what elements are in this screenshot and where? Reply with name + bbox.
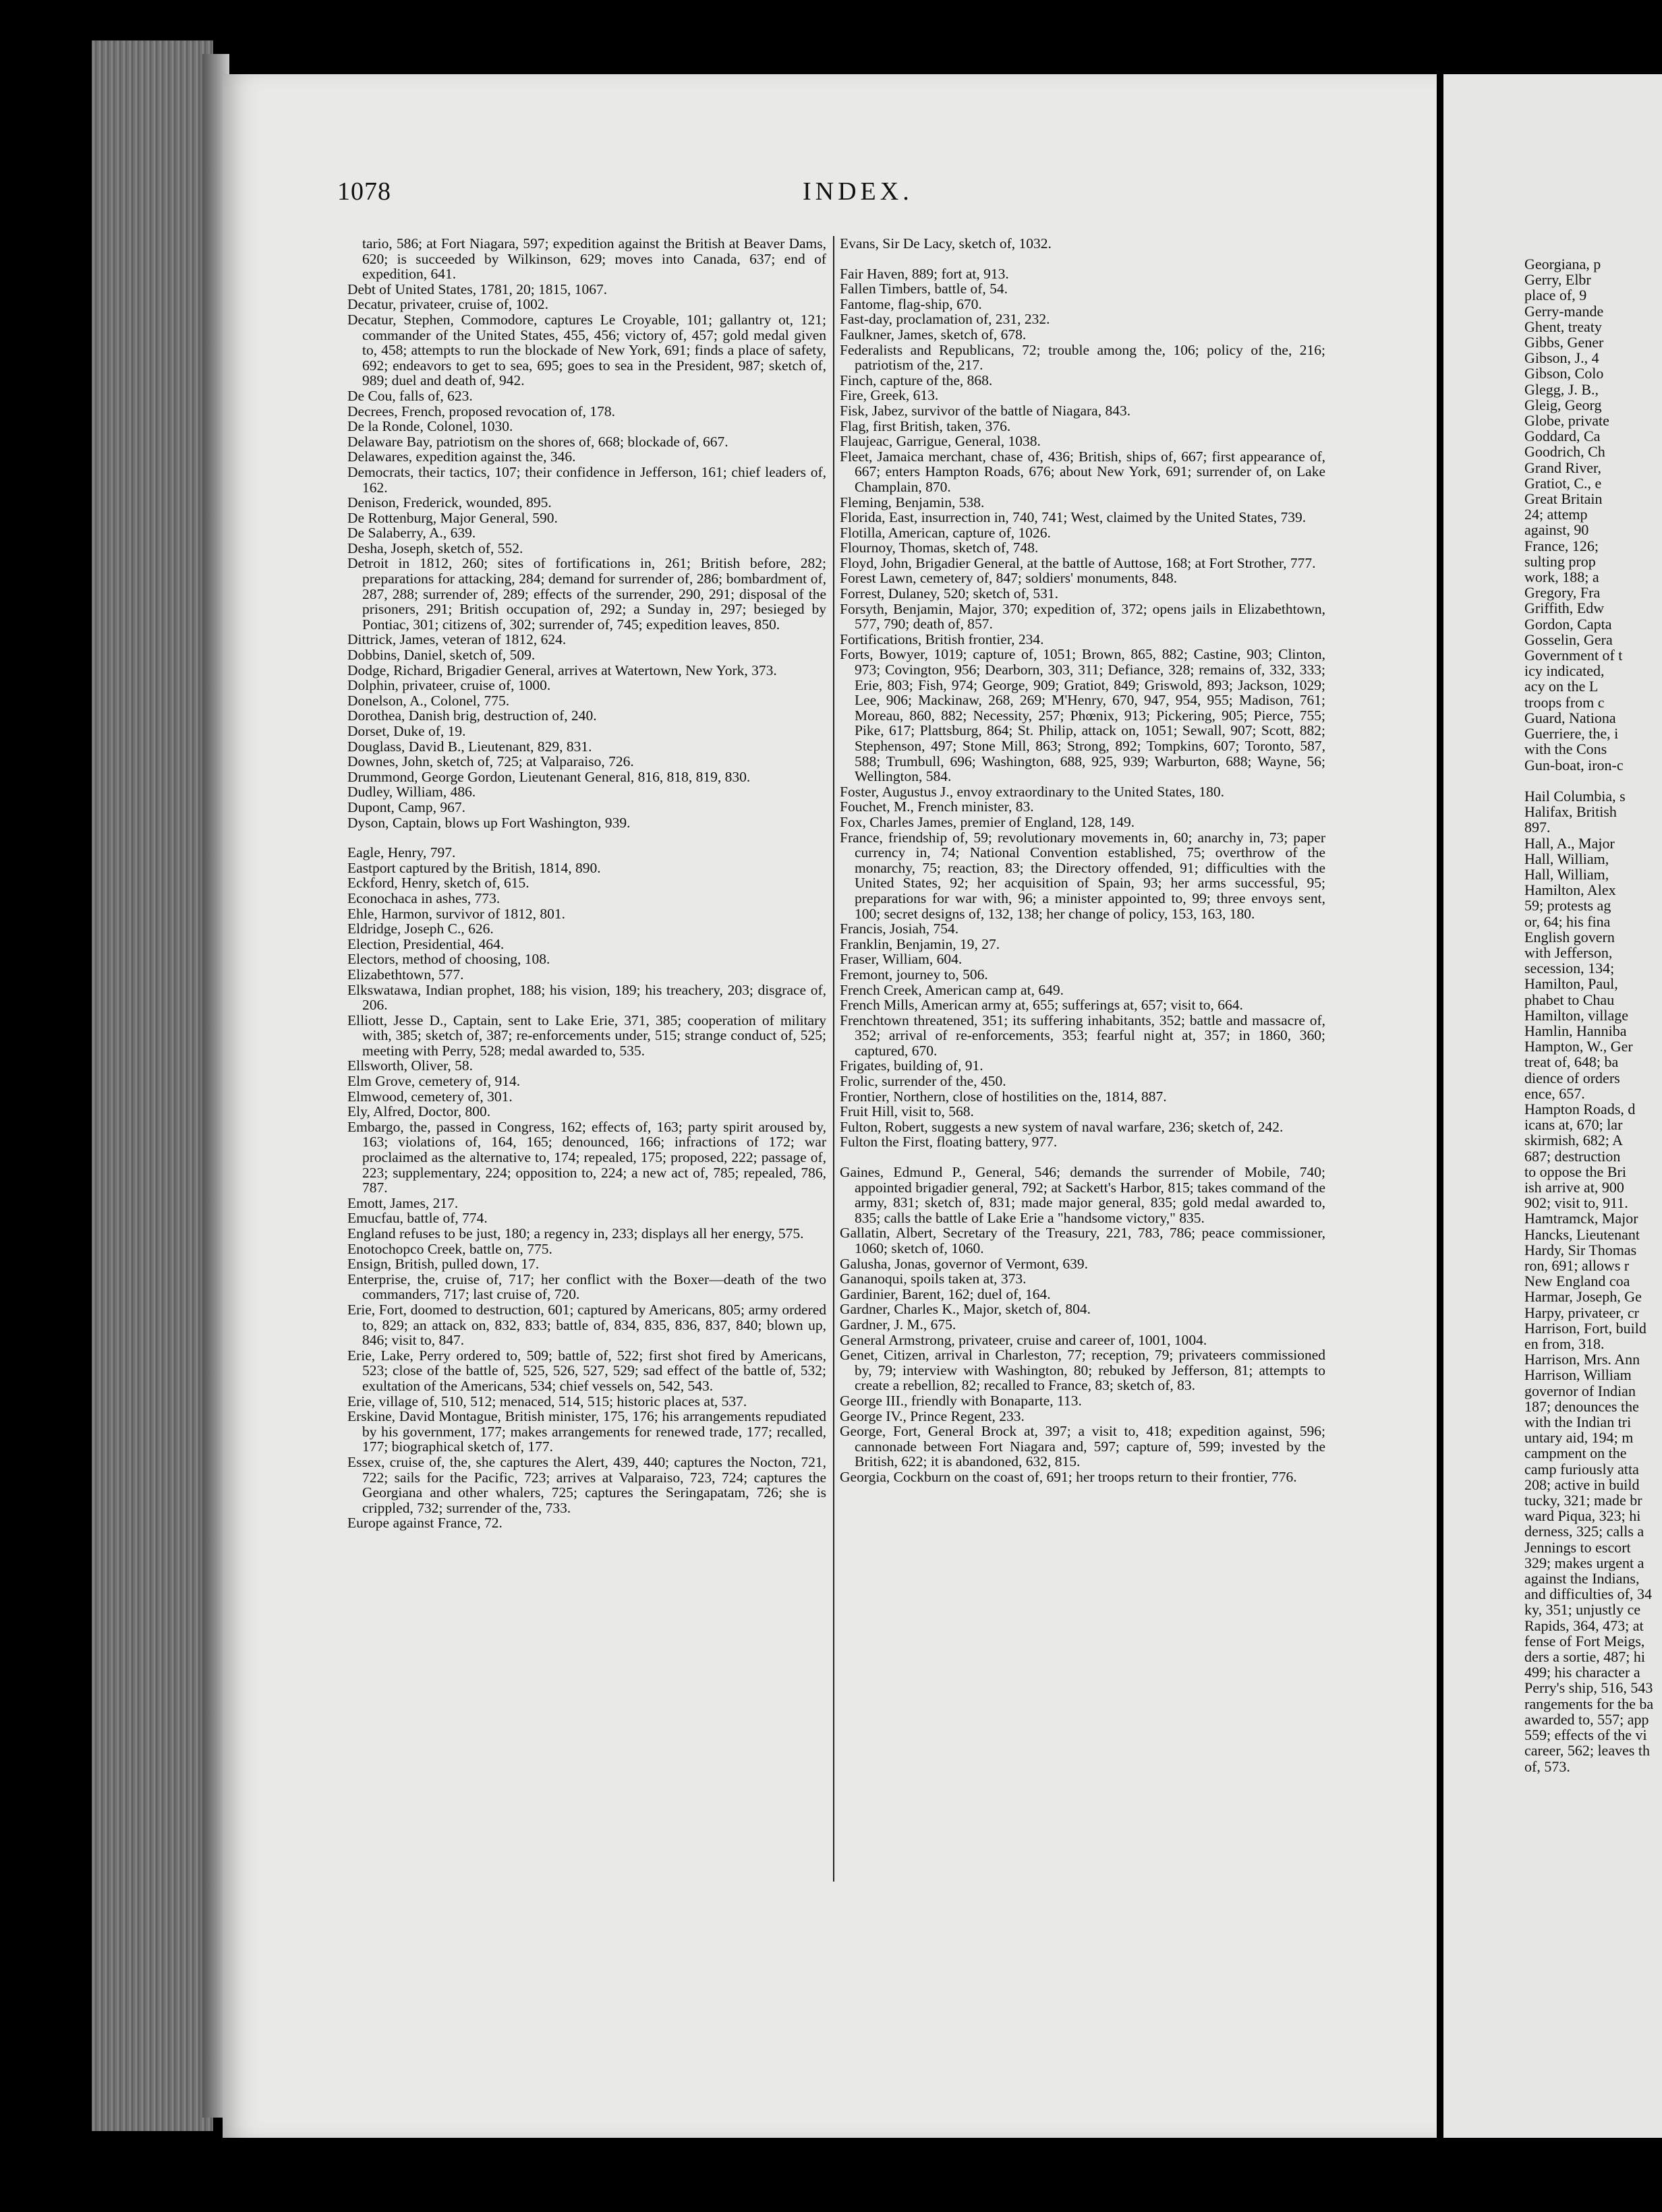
index-entry: Genet, Citizen, arrival in Charleston, 77; reception, 79; privateers commissioned by, 79; interview with Washington, 80; rebuked by Jefferson, 81; attempts to create a rebellion, 82; recalled to France, 83; sketch of, 83.: [840, 1347, 1325, 1394]
right-page-line: Harpy, privateer, cr: [1524, 1304, 1639, 1321]
right-page-line: Ghent, treaty: [1524, 318, 1602, 335]
right-page-line: Goodrich, Ch: [1524, 443, 1605, 461]
index-entry: Evans, Sir De Lacy, sketch of, 1032.: [840, 235, 1052, 252]
section-gap: [347, 830, 826, 845]
index-entry: Gardinier, Barent, 162; duel of, 164.: [840, 1285, 1051, 1302]
right-page-line: Hall, A., Major: [1524, 834, 1615, 852]
index-entry: De la Ronde, Colonel, 1030.: [347, 418, 513, 435]
right-page-line: Great Britain: [1524, 490, 1603, 508]
index-entry: Fruit Hill, visit to, 568.: [840, 1103, 974, 1120]
index-entry: Erskine, David Montague, British minister, 175, 176; his arrangements repudiated by his government, 177; makes arrangements for renewed trade, 177; recalled, 177; biographical sketch of, 177.: [347, 1408, 826, 1455]
right-page-line: with the Cons: [1524, 740, 1607, 758]
index-entry: Europe against France, 72.: [347, 1515, 503, 1532]
index-entry: Gaines, Edmund P., General, 546; demands the surrender of Mobile, 740; appointed brigadier general, 792; at Sackett's Harbor, 815; takes command of the army, 831; sketch of, 831; made major general, 835; gold medal awarded to, 835; calls the battle of Lake Erie a "handsome victory," 835.: [840, 1164, 1325, 1226]
index-entry: French Creek, American camp at, 649.: [840, 981, 1064, 998]
index-entry: Dorset, Duke of, 19.: [347, 723, 466, 739]
index-entry: Fleming, Benjamin, 538.: [840, 494, 985, 511]
right-page-line: ward Piqua, 323; hi: [1524, 1507, 1641, 1525]
page-header: [337, 177, 1416, 210]
column-divider: [833, 236, 834, 1882]
index-entry: Gardner, J. M., 675.: [840, 1316, 956, 1333]
right-page-line: ence, 657.: [1524, 1084, 1585, 1102]
index-entry: Embargo, the, passed in Congress, 162; effects of, 163; party spirit aroused by, 163; violations of, 164, 165; denounced, 166; infractions of 172; war proclaimed as the alternative to, 174; repealed, 175; proposed, 222; passage of, 223; supplementary, 224; opposition to, 224; a new act of, 785; repealed, 786, 787.: [347, 1118, 826, 1196]
index-entry: Erie, Fort, doomed to destruction, 601; captured by Americans, 805; army ordered to, 829; an attack on, 832, 833; battle of, 834, 835, 836, 837, 840; blown up, 846; visit to, 847.: [347, 1301, 826, 1349]
right-page-line: Hamtramck, Major: [1524, 1210, 1638, 1227]
right-page-line: Government of t: [1524, 647, 1623, 664]
right-page-line: treat of, 648; ba: [1524, 1053, 1619, 1071]
right-page-line: rangements for the ba: [1524, 1695, 1654, 1712]
index-entry: Delaware Bay, patriotism on the shores of, 668; blockade of, 667.: [347, 433, 728, 450]
right-page-line: icy indicated,: [1524, 662, 1605, 680]
index-entry: Donelson, A., Colonel, 775.: [347, 692, 510, 709]
index-entry: Denison, Frederick, wounded, 895.: [347, 494, 552, 511]
index-entry: Dorothea, Danish brig, destruction of, 240.: [347, 707, 597, 724]
right-page-line: troops from c: [1524, 693, 1605, 711]
right-page: [1443, 74, 1662, 2138]
index-entry: Elm Grove, cemetery of, 914.: [347, 1073, 521, 1090]
index-entry: Frenchtown threatened, 351; its suffering inhabitants, 352; battle and massacre of, 352; arrival of re-enforcements, 353; fearful night at, 357; in 1860, 360; captured, 670.: [840, 1012, 1325, 1059]
right-page-line: Gordon, Capta: [1524, 615, 1612, 633]
index-entry: Fulton the First, floating battery, 977.: [840, 1134, 1058, 1151]
right-page-line: acy on the L: [1524, 678, 1599, 695]
index-entry: Fremont, journey to, 506.: [840, 966, 988, 983]
index-entry: Detroit in 1812, 260; sites of fortifications in, 261; British before, 282; preparations for attacking, 284; demand for surrender of, 286; bombardment of, 287, 288; surrender of, 289; effects of the surrender, 290, 291; disposal of the prisoners, 291; British occupation of, 292; a Sunday in, 297; besieged by Pontiac, 301; citizens of, 302; surrender of, 745; expedition leaves, 850.: [347, 555, 826, 633]
index-entry: Decatur, Stephen, Commodore, captures Le Croyable, 101; gallantry ot, 121; commander of the United States, 455, 456; victory of, 457; gold medal given to, 458; attempts to run the blockade of New York, 691; finds a place of safety, 692; endeavors to get to sea, 695; goes to sea in the President, 987; sketch of, 989; duel and death of, 942.: [347, 311, 826, 389]
index-entry: Gardner, Charles K., Major, sketch of, 804.: [840, 1301, 1091, 1318]
right-page-line: with Jefferson,: [1524, 943, 1613, 961]
running-title: INDEX.: [803, 177, 913, 206]
right-page-line: or, 64; his fina: [1524, 912, 1611, 930]
index-entry: Flotilla, American, capture of, 1026.: [840, 524, 1051, 541]
index-entry: De Cou, falls of, 623.: [347, 387, 473, 404]
right-page-line: fense of Fort Meigs,: [1524, 1632, 1645, 1650]
index-entry: Flag, first British, taken, 376.: [840, 417, 1011, 434]
index-entry: Dobbins, Daniel, sketch of, 509.: [347, 647, 536, 664]
index-entry: Flaujeac, Garrigue, General, 1038.: [840, 433, 1041, 450]
index-entry: Dupont, Camp, 967.: [347, 798, 465, 815]
index-entry: Elmwood, cemetery of, 301.: [347, 1088, 513, 1105]
right-page-line: ron, 691; allows r: [1524, 1257, 1630, 1274]
index-entry: Ely, Alfred, Doctor, 800.: [347, 1103, 491, 1120]
right-page-line: Gregory, Fra: [1524, 584, 1601, 602]
right-page-line: career, 562; leaves th: [1524, 1742, 1651, 1759]
index-entry: Galusha, Jonas, governor of Vermont, 639.: [840, 1255, 1089, 1272]
right-page-line: 59; protests ag: [1524, 897, 1611, 914]
right-page-line: Gerry-mande: [1524, 302, 1604, 320]
right-page-line: campment on the: [1524, 1445, 1627, 1462]
index-entry: Frigates, building of, 91.: [840, 1057, 983, 1074]
right-page-line: France, 126;: [1524, 537, 1599, 554]
index-entry: Debt of United States, 1781, 20; 1815, 1067.: [347, 281, 608, 297]
index-entry: England refuses to be just, 180; a regency in, 233; displays all her energy, 575.: [347, 1225, 804, 1242]
index-entry: Ensign, British, pulled down, 17.: [347, 1256, 540, 1273]
right-page-line: Hampton, W., Ger: [1524, 1038, 1633, 1055]
right-page-line: 897.: [1524, 819, 1551, 836]
index-entry: Gallatin, Albert, Secretary of the Treasury, 221, 783, 786; peace commissioner, 1060; sketch of, 1060.: [840, 1225, 1325, 1256]
index-entry: Fox, Charles James, premier of England, 128, 149.: [840, 813, 1135, 830]
right-page-column: [1524, 256, 1662, 1774]
index-entry: Elkswatawa, Indian prophet, 188; his vision, 189; his treachery, 203; disgrace of, 206.: [347, 981, 826, 1014]
index-entry: Downes, John, sketch of, 725; at Valparaiso, 726.: [347, 753, 634, 770]
index-entry: France, friendship of, 59; revolutionary movements in, 60; anarchy in, 73; paper currency in, 74; National Convention established, 75; overthrow of the monarchy, 75; reaction, 83; the Directory offended, 91; difficulties with the United States, 92; her acquisition of Spain, 93; her arms successful, 95; preparations for war with, 96; a minister appointed to, 99; three envoys sent, 100; secret designs of, 132, 138; her change of policy, 153, 163, 180.: [840, 829, 1325, 922]
index-entry: Fantome, flag-ship, 670.: [840, 295, 982, 312]
index-entry: Fire, Greek, 613.: [840, 387, 939, 404]
right-page-line: Gosselin, Gera: [1524, 631, 1613, 648]
right-page-line: New England coa: [1524, 1273, 1630, 1290]
right-page-line: Griffith, Edw: [1524, 600, 1605, 617]
index-entry: Delawares, expedition against the, 346.: [347, 448, 576, 465]
right-page-line: camp furiously atta: [1524, 1460, 1639, 1478]
index-entry: Fisk, Jabez, survivor of the battle of Niagara, 843.: [840, 402, 1131, 419]
right-page-line: dience of orders: [1524, 1069, 1620, 1086]
right-page-line: Gibson, J., 4: [1524, 349, 1599, 367]
right-page-line: Hardy, Sir Thomas: [1524, 1241, 1637, 1258]
index-entry: Faulkner, James, sketch of, 678.: [840, 326, 1027, 343]
right-page-line: awarded to, 557; app: [1524, 1710, 1649, 1728]
right-page-line: Harmar, Joseph, Ge: [1524, 1288, 1642, 1306]
section-gap: [840, 1150, 1325, 1165]
right-page-line: Hail Columbia, s: [1524, 787, 1626, 805]
right-page-line: Georgiana, p: [1524, 256, 1601, 272]
right-page-line: phabet to Chau: [1524, 991, 1615, 1008]
right-page-line: 687; destruction: [1524, 1147, 1621, 1165]
index-entry: Fraser, William, 604.: [840, 951, 963, 968]
index-entry: Econochaca in ashes, 773.: [347, 890, 500, 906]
page-number: 1078: [337, 177, 391, 206]
index-entry: Emucfau, battle of, 774.: [347, 1210, 488, 1227]
right-page-line: Hamlin, Hanniba: [1524, 1022, 1627, 1039]
right-page-line: Perry's ship, 516, 543: [1524, 1679, 1653, 1697]
right-page-line: Guard, Nationa: [1524, 709, 1616, 726]
right-page-line: Gibbs, Gener: [1524, 334, 1604, 351]
index-entry: Flournoy, Thomas, sketch of, 748.: [840, 540, 1039, 556]
index-entry: Erie, village of, 510, 512; menaced, 514, 515; historic places at, 537.: [347, 1393, 747, 1409]
right-page-line: place of, 9: [1524, 287, 1587, 304]
index-entry: tario, 586; at Fort Niagara, 597; expedition against the British at Beaver Dams, 620; is succeeded by Wilkinson, 629; moves into Canada, 637; end of expedition, 641.: [362, 235, 826, 283]
index-entry: Ehle, Harmon, survivor of 1812, 801.: [347, 905, 566, 922]
right-page-line: Hall, William,: [1524, 850, 1609, 867]
right-page-line: ky, 351; unjustly ce: [1524, 1601, 1641, 1619]
right-page-line: Gun-boat, iron-c: [1524, 756, 1624, 774]
right-page-line: derness, 325; calls a: [1524, 1523, 1644, 1540]
right-page-line: of, 573.: [1524, 1757, 1570, 1775]
right-page-line: Jennings to escort: [1524, 1538, 1631, 1556]
right-page-line: to oppose the Bri: [1524, 1163, 1626, 1180]
right-page-line: secession, 134;: [1524, 960, 1615, 977]
index-entry: Elizabethtown, 577.: [347, 966, 464, 983]
index-entry: Finch, capture of the, 868.: [840, 372, 993, 388]
index-entry: Election, Presidential, 464.: [347, 935, 505, 952]
right-page-line: 499; his character a: [1524, 1664, 1640, 1681]
index-column-left: [347, 236, 826, 1531]
right-page-line: Goddard, Ca: [1524, 428, 1601, 445]
index-entry: Fouchet, M., French minister, 83.: [840, 798, 1034, 815]
right-page-line: ish arrive at, 900: [1524, 1178, 1624, 1196]
index-entry: French Mills, American army at, 655; sufferings at, 657; visit to, 664.: [840, 997, 1243, 1014]
right-page-line: [1524, 773, 1662, 788]
index-entry: Ellsworth, Oliver, 58.: [347, 1057, 474, 1074]
right-page-line: governor of Indian: [1524, 1382, 1636, 1399]
right-page-line: Harrison, Fort, build: [1524, 1319, 1646, 1337]
right-page-line: Gleig, Georg: [1524, 396, 1602, 413]
index-entry: Decatur, privateer, cruise of, 1002.: [347, 296, 548, 313]
index-entry: Democrats, their tactics, 107; their confidence in Jefferson, 161; chief leaders of, 162.: [347, 463, 826, 496]
index-entry: George, Fort, General Brock at, 397; a visit to, 418; expedition against, 596; cannonade between Fort Niagara and, 597; capture of, 599; invested by the British, 622; it is abandoned, 632, 815.: [840, 1423, 1325, 1470]
right-page-line: icans at, 670; lar: [1524, 1116, 1623, 1134]
right-page-line: en from, 318.: [1524, 1335, 1605, 1353]
right-page-line: Gibson, Colo: [1524, 365, 1604, 382]
index-entry: Dittrick, James, veteran of 1812, 624.: [347, 631, 567, 648]
right-page-line: Globe, private: [1524, 412, 1609, 430]
index-entry: Emott, James, 217.: [347, 1194, 459, 1211]
index-entry: Federalists and Republicans, 72; trouble among the, 106; policy of the, 216; patriotism of the, 217.: [840, 341, 1325, 374]
index-column-right: [840, 236, 1325, 1485]
index-entry: Eastport captured by the British, 1814, 890.: [347, 859, 601, 876]
index-entry: Douglass, David B., Lieutenant, 829, 831.: [347, 738, 592, 755]
index-entry: George IV., Prince Regent, 233.: [840, 1407, 1025, 1424]
index-entry: Fallen Timbers, battle of, 54.: [840, 281, 1008, 297]
right-page-line: Halifax, British: [1524, 803, 1617, 821]
index-entry: Eldridge, Joseph C., 626.: [347, 921, 494, 937]
right-page-line: Glegg, J. B.,: [1524, 380, 1599, 398]
right-page-line: Hamilton, village: [1524, 1006, 1628, 1024]
index-entry: Frontier, Northern, close of hostilities on the, 1814, 887.: [840, 1088, 1167, 1105]
index-entry: Fortifications, British frontier, 234.: [840, 631, 1044, 647]
index-entry: Florida, East, insurrection in, 740, 741; West, claimed by the United States, 739.: [840, 509, 1307, 526]
right-page-line: work, 188; a: [1524, 569, 1599, 586]
index-entry: Electors, method of choosing, 108.: [347, 951, 550, 968]
index-entry: Dyson, Captain, blows up Fort Washington, 939.: [347, 814, 631, 831]
index-entry: Georgia, Cockburn on the coast of, 691; her troops return to their frontier, 776.: [840, 1468, 1297, 1485]
right-page-line: 559; effects of the vi: [1524, 1726, 1647, 1744]
index-entry: Essex, cruise of, the, she captures the Alert, 439, 440; captures the Nocton, 721, 722; sails for the Pacific, 723; arrives at Valparaiso, 723, 724; captures the Georgiana and other whalers, 725; captures the Seringapatam, 726; she is crippled, 732; surrender of the, 733.: [347, 1453, 826, 1516]
index-entry: Forts, Bowyer, 1019; capture of, 1051; Brown, 865, 882; Castine, 903; Clinton, 973; Covington, 956; Dearborn, 303, 311; Defiance, 328; remains of, 332, 333; Erie, 803; Fish, 974; George, 909; Gratiot, 849; Griswold, 893; Jackson, 1029; Lee, 906; Mackinaw, 268, 269; M'Henry, 670, 947, 954, 955; Madison, 761; Moreau, 860, 882; Necessity, 257; Phœnix, 913; Pickering, 905; Pierce, 755; Pike, 617; Plattsburg, 864; St. Philip, attack on, 1051; Sewall, 907; Scott, 882; Stephenson, 497; Stone Mill, 863; Strong, 892; Tompkins, 607; Toronto, 587, 588; Trumbull, 696; Washington, 688, 925, 939; Warburton, 688; Wayne, 56; Wellington, 584.: [840, 646, 1325, 785]
right-page-line: Guerriere, the, i: [1524, 725, 1619, 743]
book-page-edges: [92, 40, 213, 2131]
right-page-line: and difficulties of, 34: [1524, 1585, 1652, 1603]
right-page-line: Hall, William,: [1524, 865, 1609, 883]
index-entry: Forsyth, Benjamin, Major, 370; expedition of, 372; opens jails in Elizabethtown, 577, 790; death of, 857.: [840, 600, 1325, 633]
index-entry: Francis, Josiah, 754.: [840, 921, 959, 937]
index-entry: George III., friendly with Bonaparte, 113.: [840, 1392, 1082, 1409]
index-entry: Desha, Joseph, sketch of, 552.: [347, 540, 523, 556]
right-page-line: Hamilton, Paul,: [1524, 975, 1618, 993]
index-entry: General Armstrong, privateer, cruise and career of, 1001, 1004.: [840, 1331, 1207, 1348]
index-entry: Eckford, Henry, sketch of, 615.: [347, 875, 529, 892]
right-page-line: Gerry, Elbr: [1524, 271, 1591, 289]
index-entry: Dodge, Richard, Brigadier General, arrives at Watertown, New York, 373.: [347, 662, 777, 678]
right-page-line: 187; denounces the: [1524, 1397, 1639, 1415]
right-page-line: skirmish, 682; A: [1524, 1132, 1624, 1149]
right-page-line: 24; attemp: [1524, 506, 1588, 523]
right-page-line: Rapids, 364, 473; at: [1524, 1617, 1644, 1634]
right-page-line: Gratiot, C., e: [1524, 474, 1602, 492]
index-entry: Eagle, Henry, 797.: [347, 844, 456, 861]
index-entry: De Rottenburg, Major General, 590.: [347, 509, 558, 526]
index-entry: Enotochopco Creek, battle on, 775.: [347, 1240, 552, 1257]
right-page-line: Harrison, William: [1524, 1366, 1632, 1384]
index-entry: Dolphin, privateer, cruise of, 1000.: [347, 677, 551, 694]
right-page-line: with the Indian tri: [1524, 1414, 1632, 1431]
right-page-line: Hampton Roads, d: [1524, 1100, 1636, 1117]
section-gap: [840, 252, 1325, 266]
index-entry: Forrest, Dulaney, 520; sketch of, 531.: [840, 585, 1059, 602]
index-entry: Elliott, Jesse D., Captain, sent to Lake Erie, 371, 385; cooperation of military with, 385; sketch of, 387; re-enforcements under, 515; strange conduct of, 525; meeting with Perry, 528; medal awarded to, 535.: [347, 1012, 826, 1059]
right-page-line: tucky, 321; made br: [1524, 1492, 1642, 1509]
index-entry: Fair Haven, 889; fort at, 913.: [840, 265, 1009, 282]
index-entry: Franklin, Benjamin, 19, 27.: [840, 935, 1000, 952]
index-entry: Frolic, surrender of the, 450.: [840, 1073, 1006, 1090]
right-page-line: 902; visit to, 911.: [1524, 1194, 1628, 1212]
right-page-line: sulting prop: [1524, 552, 1596, 570]
right-page-line: Harrison, Mrs. Ann: [1524, 1351, 1640, 1368]
right-page-line: 329; makes urgent a: [1524, 1554, 1644, 1571]
index-entry: Fulton, Robert, suggests a new system of naval warfare, 236; sketch of, 242.: [840, 1118, 1284, 1135]
right-page-line: Hamilton, Alex: [1524, 881, 1616, 899]
index-entry: Foster, Augustus J., envoy extraordinary to the United States, 180.: [840, 783, 1225, 800]
right-page-line: English govern: [1524, 928, 1615, 945]
right-page-line: untary aid, 194; m: [1524, 1429, 1634, 1447]
index-entry: Erie, Lake, Perry ordered to, 509; battle of, 522; first shot fired by Americans, 523; close of the battle of, 525, 526, 527, 529; sad effect of the battle of, 532; exultation of the Americans, 534; chief vessels on, 542, 543.: [347, 1347, 826, 1394]
right-page-line: Hancks, Lieutenant: [1524, 1225, 1640, 1243]
right-page-line: ders a sortie, 487; hi: [1524, 1648, 1646, 1666]
right-page-line: against the Indians,: [1524, 1570, 1640, 1588]
index-entry: Dudley, William, 486.: [347, 784, 476, 801]
index-entry: Floyd, John, Brigadier General, at the battle of Auttose, 168; at Fort Strother, 777.: [840, 554, 1316, 571]
index-entry: Enterprise, the, cruise of, 717; her conflict with the Boxer—death of the two commanders, 717; last cruise of, 720.: [347, 1271, 826, 1303]
right-page-line: Grand River,: [1524, 459, 1601, 476]
index-entry: Decrees, French, proposed revocation of, 178.: [347, 403, 616, 419]
index-entry: Gananoqui, spoils taken at, 373.: [840, 1271, 1027, 1287]
index-entry: Drummond, George Gordon, Lieutenant General, 816, 818, 819, 830.: [347, 768, 751, 785]
right-page-line: 208; active in build: [1524, 1476, 1640, 1493]
index-entry: Forest Lawn, cemetery of, 847; soldiers' monuments, 848.: [840, 570, 1178, 587]
index-entry: De Salaberry, A., 639.: [347, 525, 476, 542]
index-entry: Fast-day, proclamation of, 231, 232.: [840, 311, 1050, 328]
index-entry: Fleet, Jamaica merchant, chase of, 436; British, ships of, 667; first appearance of, 667; enters Hampton Roads, 676; about New York, 691; surrender of, on Lake Champlain, 870.: [840, 448, 1325, 495]
right-page-line: against, 90: [1524, 521, 1589, 539]
